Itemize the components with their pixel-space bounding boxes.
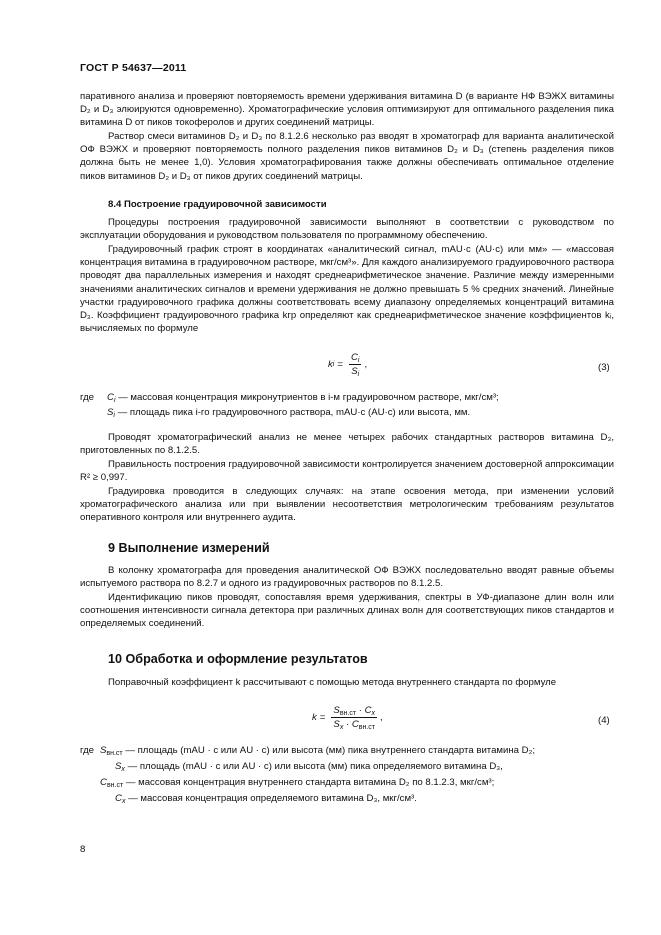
formula-4-den1: S bbox=[333, 719, 340, 730]
paragraph-10: Поправочный коэффициент k рассчитывают с помощью метода внутреннего стандарта по формуле bbox=[108, 677, 557, 688]
legend-c-vnst bbox=[100, 776, 494, 789]
formula-4-den1-sub: x bbox=[339, 724, 344, 731]
legend-c-symbol: C bbox=[107, 392, 114, 403]
legend-r2-symbol: S bbox=[115, 761, 122, 772]
formula-3-lhs: k bbox=[328, 359, 333, 370]
section-10-heading: 10 Обработка и оформление результатов bbox=[108, 652, 368, 666]
section-9-heading: 9 Выполнение измерений bbox=[108, 541, 270, 555]
formula-3-num: C bbox=[350, 352, 358, 363]
document-header: ГОСТ Р 54637—2011 bbox=[80, 62, 187, 74]
formula-3-comma: , bbox=[364, 359, 368, 370]
legend-r3-text: — массовая концентрация внутреннего стандарта витамина D₂ по 8.1.2.3, мкг/см³; bbox=[123, 777, 495, 788]
paragraph-6: Правильность построения градуировочной зависимости контролируется значением достоверной аппроксимации R² ≥ 0,997. bbox=[80, 459, 614, 484]
paragraph-7: Градуировка проводится в следующих случаях: на этапе освоения метода, при изменении условий хроматографического анализа или при выявлении несоответствия метрологическим требованиям результатов оперативного контроля или внутреннего аудита. bbox=[80, 486, 614, 524]
legend-r1-symbol: S bbox=[100, 745, 107, 756]
formula-4-den2-sub: вн.ст bbox=[358, 724, 376, 731]
formula-4-den-dot: · bbox=[343, 719, 352, 730]
formula-4-den2: C bbox=[351, 719, 359, 730]
formula-4-comma: , bbox=[380, 712, 383, 723]
formula-4-num2: C bbox=[364, 705, 372, 716]
paragraph-5: Проводят хроматографический анализ не менее четырех рабочих стандартных растворов витамина D₃, приготовленных по 8.1.2.5. bbox=[80, 432, 614, 457]
paragraph-1: паративного анализа и проверяют повторяемость времени удерживания витамина D (в варианте НФ ВЭЖХ витамины D₂ и D₃ элюируются одновременно). Хроматографические условия оптимизируют для оптимального разделения пика витамина D от пиков токоферолов и других соединений матрицы. bbox=[80, 91, 614, 129]
formula-3-den: S bbox=[351, 366, 358, 377]
paragraph-2: Раствор смеси витаминов D₂ и D₃ по 8.1.2.6 несколько раз вводят в хроматограф для варианта аналитической ОФ ВЭЖХ и проверяют повторяемость полного разделения пиков витаминов D₂ и D₃ (степень разделения пиков должна быть не менее 1,0). Условия хроматографирования также должны обеспечивать оптимальное отделение пиков витаминов D₂ и D₃ от пиков других соединений матрицы. bbox=[80, 131, 614, 182]
formula-3-num-sub: i bbox=[357, 357, 360, 364]
where-gde-1: где bbox=[80, 392, 95, 403]
paragraph-4: Градуировочный график строят в координатах «аналитический сигнал, mAU·c (AU·c) или мм» — «массовая концентрация витамина в градуировочном растворе, мкг/см³». Для каждого анализируемого градуировочного раствора проводят два параллельных измерения и находят среднеарифметическое значение. Различие между измеренными значениями аналитических сигналов и времени удерживания не должно превышать 5 % средних значений. Линейные участки градуировочного графика должны соответствовать всему диапазону определяемых концентраций витамина D₃. Коэффициент градуировочного графика kгр определяют как среднеарифметическое значение коэффициентов kᵢ, вычисляемых по формуле bbox=[80, 244, 614, 335]
formula-3-fraction bbox=[349, 352, 362, 377]
formula-4-num1: S bbox=[333, 705, 340, 716]
formula-4-num1-sub: вн.ст bbox=[339, 710, 357, 717]
formula-3-den-sub: i bbox=[357, 371, 360, 378]
where-gde-2: где bbox=[80, 745, 95, 756]
formula-4-num-dot: · bbox=[356, 705, 365, 716]
legend-s-x bbox=[115, 760, 503, 773]
legend-r3-sub: вн.ст bbox=[106, 782, 124, 789]
legend-s-text: — площадь пика i-го градуировочного раствора, mAU·c (AU·c) или высота, мм. bbox=[114, 407, 471, 418]
formula-4: k = $\frac{S_{вн.ст} \cdot C_x}{S_x \cdot C_{вн.ст}}$ , bbox=[312, 705, 383, 731]
paragraph-3: Процедуры построения градуировочной зависимости выполняют в соответствии с руководством по эксплуатации оборудования и руководством пользователя по программному обеспечению. bbox=[80, 217, 614, 242]
paragraph-8: В колонку хроматографа для проведения аналитической ОФ ВЭЖХ последовательно вводят равные объемы испытуемого раствора по 8.2.7 и одного из градуировочных растворов по 8.1.2.5. bbox=[80, 565, 614, 590]
formula-4-num2-sub: x bbox=[371, 710, 376, 717]
formula-4-fraction bbox=[331, 705, 377, 730]
page-number: 8 bbox=[80, 844, 86, 855]
legend-r2-sub: x bbox=[121, 766, 125, 773]
formula-3-number: (3) bbox=[598, 362, 610, 373]
legend-s-symbol: S bbox=[107, 407, 114, 418]
legend-r3-symbol: C bbox=[100, 777, 107, 788]
legend-c-x bbox=[115, 792, 417, 805]
legend-r1-text: — площадь (mAU · с или AU · с) или высота (мм) пика внутреннего стандарта витамина D₂; bbox=[122, 745, 535, 756]
legend-r4-symbol: C bbox=[115, 793, 122, 804]
legend-r4-sub: x bbox=[121, 798, 126, 805]
legend-r4-text: — массовая концентрация определяемого витамина D₃, мкг/см³. bbox=[125, 793, 417, 804]
legend-s-sub: i bbox=[113, 412, 115, 419]
paragraph-9: Идентификацию пиков проводят, сопоставляя время удерживания, спектры в УФ-диапазоне длин волн или соотношения интенсивности сигнала детектора при различных длинах волн для соответствующих пиков стандартов и определяемых соединений. bbox=[80, 592, 614, 630]
legend-c-text: — массовая концентрация микронутриентов в i-м градуировочном растворе, мкг/см³; bbox=[115, 392, 499, 403]
legend-c-sub: i bbox=[113, 397, 116, 404]
formula-3: k i = $\frac{C_i}{S_i}$ , bbox=[328, 352, 368, 378]
section-8-4-heading: 8.4 Построение градуировочной зависимости bbox=[108, 199, 327, 210]
formula-4-number: (4) bbox=[598, 715, 610, 726]
legend-s-vnst bbox=[100, 744, 535, 757]
legend-r1-sub: вн.ст bbox=[106, 750, 123, 757]
formula-4-lhs: k bbox=[312, 712, 317, 723]
legend-c-i bbox=[107, 391, 499, 404]
legend-s-i bbox=[107, 406, 470, 419]
legend-r2-text: — площадь (mAU · с или AU · с) или высота (мм) пика определяемого витамина D₃, bbox=[124, 761, 503, 772]
